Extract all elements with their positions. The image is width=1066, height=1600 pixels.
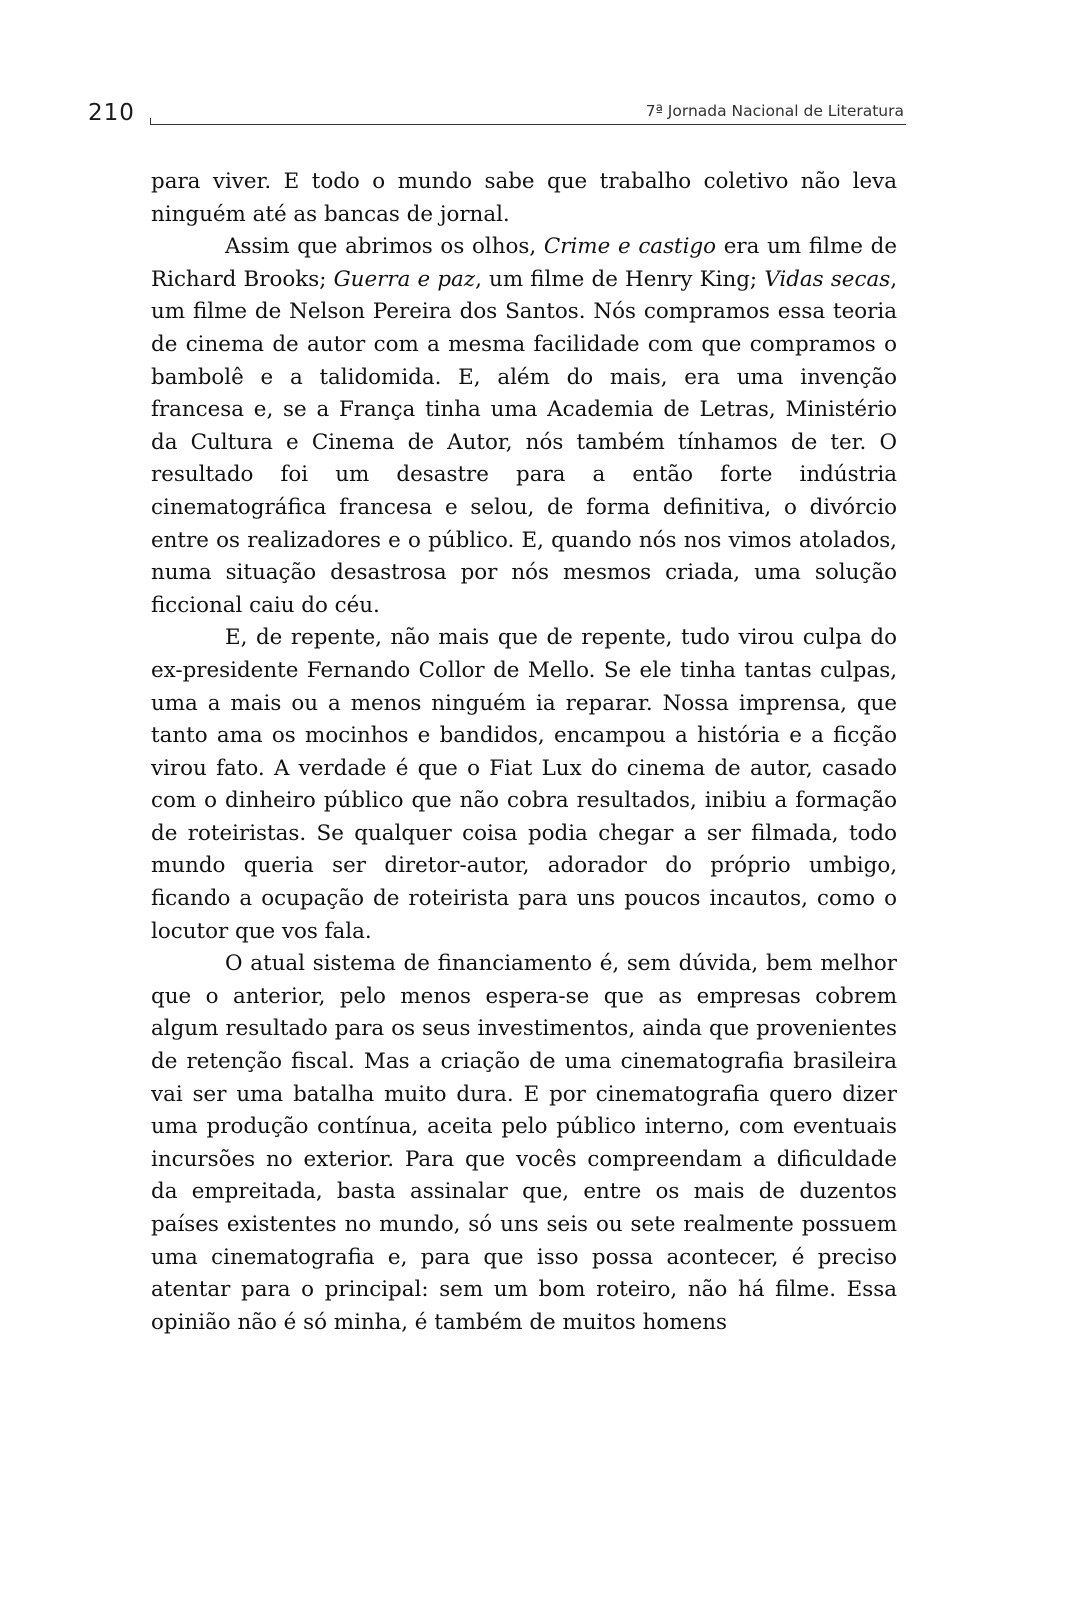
body-text [151,166,897,1339]
journal-title: 7ª Jornada Nacional de Literatura [645,102,904,120]
header-rule [150,124,906,125]
film-title-guerra-e-paz: Guerra e paz [333,266,476,292]
paragraph-continuation: para viver. E todo o mundo sabe que trabalho coletivo não leva ninguém até as bancas de jornal. [151,169,897,227]
paragraph-text: era um filme de Richard Brooks; [151,234,898,292]
page-number: 210 [88,100,135,126]
paragraph-collor: E, de repente, não mais que de repente, tudo virou culpa do ex-presidente Fernando Collor de Mello. Se ele tinha tantas culpas, uma a mais ou a menos ninguém ia reparar. Nossa imprensa, que tanto ama os mocinhos e bandidos, encampou a história e a ficção virou fato. A verdade é que o Fiat Lux do cinema de autor, casado com o dinheiro público que não cobra resultados, inibiu a formação de roteiristas. Se qualquer coisa podia chegar a ser filmada, todo mundo queria ser diretor-autor, adorador do próprio umbigo, ficando a ocupação de roteirista para uns poucos incautos, como o locutor que vos fala. [151,625,897,944]
paragraph-text: Assim que abrimos os olhos, [225,234,544,260]
paragraph-text: , um filme de Nelson Pereira dos Santos. Nós compramos essa teoria de cinema de autor com a mesma facilidade com que compramos o bambolê e a talidomida. E, além do mais, era uma invenção francesa e, se a França tinha uma Academia de Letras, Ministério da Cultura e Cinema de Autor, nós também tínhamos de ter. O resultado foi um desastre para a então forte indústria cinematográfica francesa e selou, de forma definitiva, o divórcio entre os realizadores e o público. E, quando nós nos vimos atolados, numa situação desastrosa por nós mesmos criada, uma solução ficcional caiu do céu. [151,266,897,618]
paragraph-text: , um filme de Henry King; [475,266,765,292]
film-title-vidas-secas: Vidas secas [764,266,891,292]
film-title-crime-e-castigo: Crime e castigo [543,234,717,260]
running-header [88,98,906,132]
paragraph-cinema-de-autor [151,231,897,622]
paragraph-financiamento: O atual sistema de financiamento é, sem dúvida, bem melhor que o anterior, pelo menos espera-se que as empresas cobrem algum resultado para os seus investimentos, ainda que provenientes de retenção fiscal. Mas a criação de uma cinematografia brasileira vai ser uma batalha muito dura. E por cinematografia quero dizer uma produção contínua, aceita pelo público interno, com eventuais incursões no exterior. Para que vocês compreendam a dificuldade da empreitada, basta assinalar que, entre os mais de duzentos países existentes no mundo, só uns seis ou sete realmente possuem uma cinematografia e, para que isso possa acontecer, é preciso atentar para o principal: sem um bom roteiro, não há filme. Essa opinião não é só minha, é também de muitos homens [151,951,897,1335]
